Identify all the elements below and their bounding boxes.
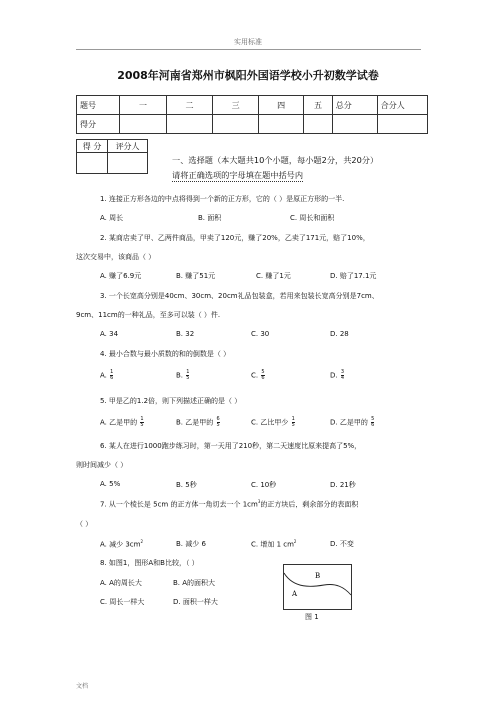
option-text: A. 减少 3cm bbox=[100, 540, 141, 549]
score-cell: 得分 bbox=[77, 115, 120, 134]
option bbox=[251, 417, 296, 428]
question-6-cont: 则时间减少（ ） bbox=[76, 461, 128, 469]
option bbox=[330, 539, 354, 549]
option: B. A的面积大 bbox=[173, 579, 216, 587]
superscript: 2 bbox=[140, 539, 144, 544]
option bbox=[100, 417, 145, 428]
fraction bbox=[186, 370, 189, 381]
option: B. 赚了51元 bbox=[176, 272, 216, 280]
score-input-cell[interactable] bbox=[119, 115, 166, 134]
fraction-denominator: 5 bbox=[140, 422, 144, 428]
page-footer: 文档 bbox=[76, 683, 89, 690]
score-input-cell[interactable] bbox=[377, 115, 427, 134]
option: C. 赚了1元 bbox=[256, 272, 291, 280]
score-input-cell[interactable] bbox=[167, 115, 213, 134]
section-heading: 一、选择题（本大题共10个小题，每小题2分，共20分） bbox=[172, 155, 379, 165]
option bbox=[330, 417, 375, 428]
question-3-cont: 9cm、11cm的一种礼品，至多可以装（ ）件. bbox=[76, 311, 221, 319]
score-input-cell[interactable] bbox=[259, 115, 304, 134]
option: B. 32 bbox=[176, 330, 195, 338]
score-input-cell[interactable] bbox=[332, 115, 377, 134]
score-cell: 四 bbox=[259, 96, 304, 115]
superscript: 3 bbox=[257, 499, 261, 504]
option: C. 周长一样大 bbox=[100, 598, 145, 606]
figure-caption: 图 1 bbox=[305, 613, 319, 621]
score-cell: 一 bbox=[119, 96, 166, 115]
question-text: 的正方块后，剩余部分的表面积 bbox=[260, 500, 359, 509]
option-letter: D. bbox=[330, 371, 338, 380]
region-b-label: B bbox=[315, 572, 321, 580]
fraction-numerator: 1 bbox=[291, 416, 295, 422]
option-letter: C. bbox=[251, 371, 259, 380]
question-2-cont: 这次交易中，该商品（ ） bbox=[76, 253, 156, 261]
fraction-denominator: 5 bbox=[186, 375, 190, 381]
option bbox=[251, 370, 266, 381]
superscript: 2 bbox=[293, 539, 297, 544]
grader-name-label: 评分人 bbox=[108, 140, 148, 153]
section-instruction: 请将正确选项的字母填在题中括号内 bbox=[172, 170, 304, 180]
fraction bbox=[110, 370, 113, 381]
option-letter: B. bbox=[176, 371, 184, 380]
option bbox=[100, 370, 114, 381]
fraction bbox=[261, 370, 264, 381]
fraction-numerator: 1 bbox=[186, 369, 190, 375]
option bbox=[176, 417, 221, 428]
question-5: 5. 甲是乙的1.2倍，则下列描述正确的是（ ） bbox=[100, 397, 242, 405]
fraction-denominator: 4 bbox=[340, 375, 345, 381]
option bbox=[176, 370, 190, 381]
option bbox=[251, 539, 296, 549]
option-text: B. 减少 6 bbox=[176, 540, 206, 548]
option: C. 周长和面积 bbox=[290, 214, 335, 222]
score-input-cell[interactable] bbox=[213, 115, 259, 134]
question-4: 4. 最小合数与最小质数的和的倒数是（ ） bbox=[100, 350, 231, 358]
score-cell: 三 bbox=[213, 96, 259, 115]
score-cell: 五 bbox=[304, 96, 333, 115]
question-1: 1. 连接正方形各边的中点将得到一个新的正方形，它的（ ）是原正方形的一半. bbox=[100, 195, 345, 203]
option-letter: A. 乙是甲的 bbox=[100, 418, 138, 427]
option-letter: B. 乙是甲的 bbox=[176, 418, 214, 427]
region-a-label: A bbox=[292, 590, 298, 598]
question-8: 8. 如图1，图形A和B比较，（ ） bbox=[100, 559, 199, 567]
question-3: 3. 一个长宽高分别是40cm、30cm、20cm礼品包装盒，若用来包装长宽高分别是7cm、 bbox=[100, 292, 379, 300]
fraction bbox=[140, 417, 143, 428]
option: A. A的周长大 bbox=[100, 579, 142, 587]
option bbox=[176, 539, 206, 549]
question-7 bbox=[100, 499, 358, 509]
score-cell: 总分 bbox=[332, 96, 377, 115]
option-letter: C. 乙比甲少 bbox=[251, 418, 289, 427]
fraction-denominator: 6 bbox=[371, 422, 375, 428]
grader-name-cell[interactable] bbox=[108, 153, 148, 174]
option: A. 周长 bbox=[100, 214, 124, 222]
grader-score-label: 得 分 bbox=[77, 140, 108, 153]
option: C. 30 bbox=[251, 330, 270, 338]
option: C. 10秒 bbox=[251, 481, 277, 489]
option: B. 5秒 bbox=[176, 481, 197, 489]
figure-curve bbox=[284, 565, 351, 609]
question-7-cont: （ ） bbox=[76, 520, 93, 528]
grader-table bbox=[76, 139, 148, 174]
fraction bbox=[341, 370, 344, 381]
fraction-numerator: 3 bbox=[340, 369, 345, 375]
question-2: 2. 某商店卖了甲、乙两件商品，甲卖了120元，赚了20%，乙卖了171元，赔了10%， bbox=[100, 234, 370, 242]
score-cell: 合分人 bbox=[377, 96, 427, 115]
fraction-denominator: 6 bbox=[261, 375, 265, 381]
grader-score-cell[interactable] bbox=[77, 153, 108, 174]
score-table bbox=[76, 95, 428, 134]
option: A. 34 bbox=[100, 330, 119, 338]
option-text: D. 不变 bbox=[330, 540, 354, 548]
option bbox=[100, 539, 143, 549]
option: D. 赔了17.1元 bbox=[330, 272, 377, 280]
figure-1 bbox=[283, 564, 352, 610]
fraction-denominator: 5 bbox=[291, 422, 295, 428]
option bbox=[330, 370, 345, 381]
fraction-numerator: 5 bbox=[371, 416, 375, 422]
fraction-numerator: 1 bbox=[110, 369, 114, 375]
score-cell: 题号 bbox=[77, 96, 120, 115]
option: A. 赚了6.9元 bbox=[100, 272, 142, 280]
fraction-numerator: 5 bbox=[261, 369, 265, 375]
option: D. 28 bbox=[330, 330, 349, 338]
score-input-cell[interactable] bbox=[304, 115, 333, 134]
option-letter: A. bbox=[100, 371, 107, 380]
fraction-denominator: 6 bbox=[110, 375, 114, 381]
exam-title: 2008年河南省郑州市枫阳外国语学校小升初数学试卷 bbox=[117, 69, 379, 82]
score-table-score-row bbox=[77, 115, 428, 134]
fraction bbox=[217, 417, 220, 428]
option: B. 面积 bbox=[198, 214, 222, 222]
fraction-denominator: 5 bbox=[216, 422, 220, 428]
option: D. 面积一样大 bbox=[173, 598, 218, 606]
option: D. 21秒 bbox=[330, 481, 356, 489]
score-table-header-row bbox=[77, 96, 428, 115]
fraction-numerator: 6 bbox=[216, 416, 220, 422]
option-letter: D. 乙是甲的 bbox=[330, 418, 368, 427]
page-header: 实用标准 bbox=[234, 38, 262, 46]
question-text: 7. 从一个棱长是 5cm 的正方体一角切去一个 1cm bbox=[100, 500, 258, 509]
option-text: C. 增加 1 cm bbox=[251, 540, 294, 549]
fraction bbox=[292, 417, 295, 428]
header-divider bbox=[76, 49, 421, 50]
fraction-numerator: 1 bbox=[140, 416, 144, 422]
score-cell: 二 bbox=[167, 96, 213, 115]
option: A. 5% bbox=[100, 480, 121, 488]
fraction bbox=[371, 417, 374, 428]
question-6: 6. 某人在进行1000跑步练习时，第一天用了210秒，第二天速度比原来提高了5%， bbox=[100, 442, 362, 450]
